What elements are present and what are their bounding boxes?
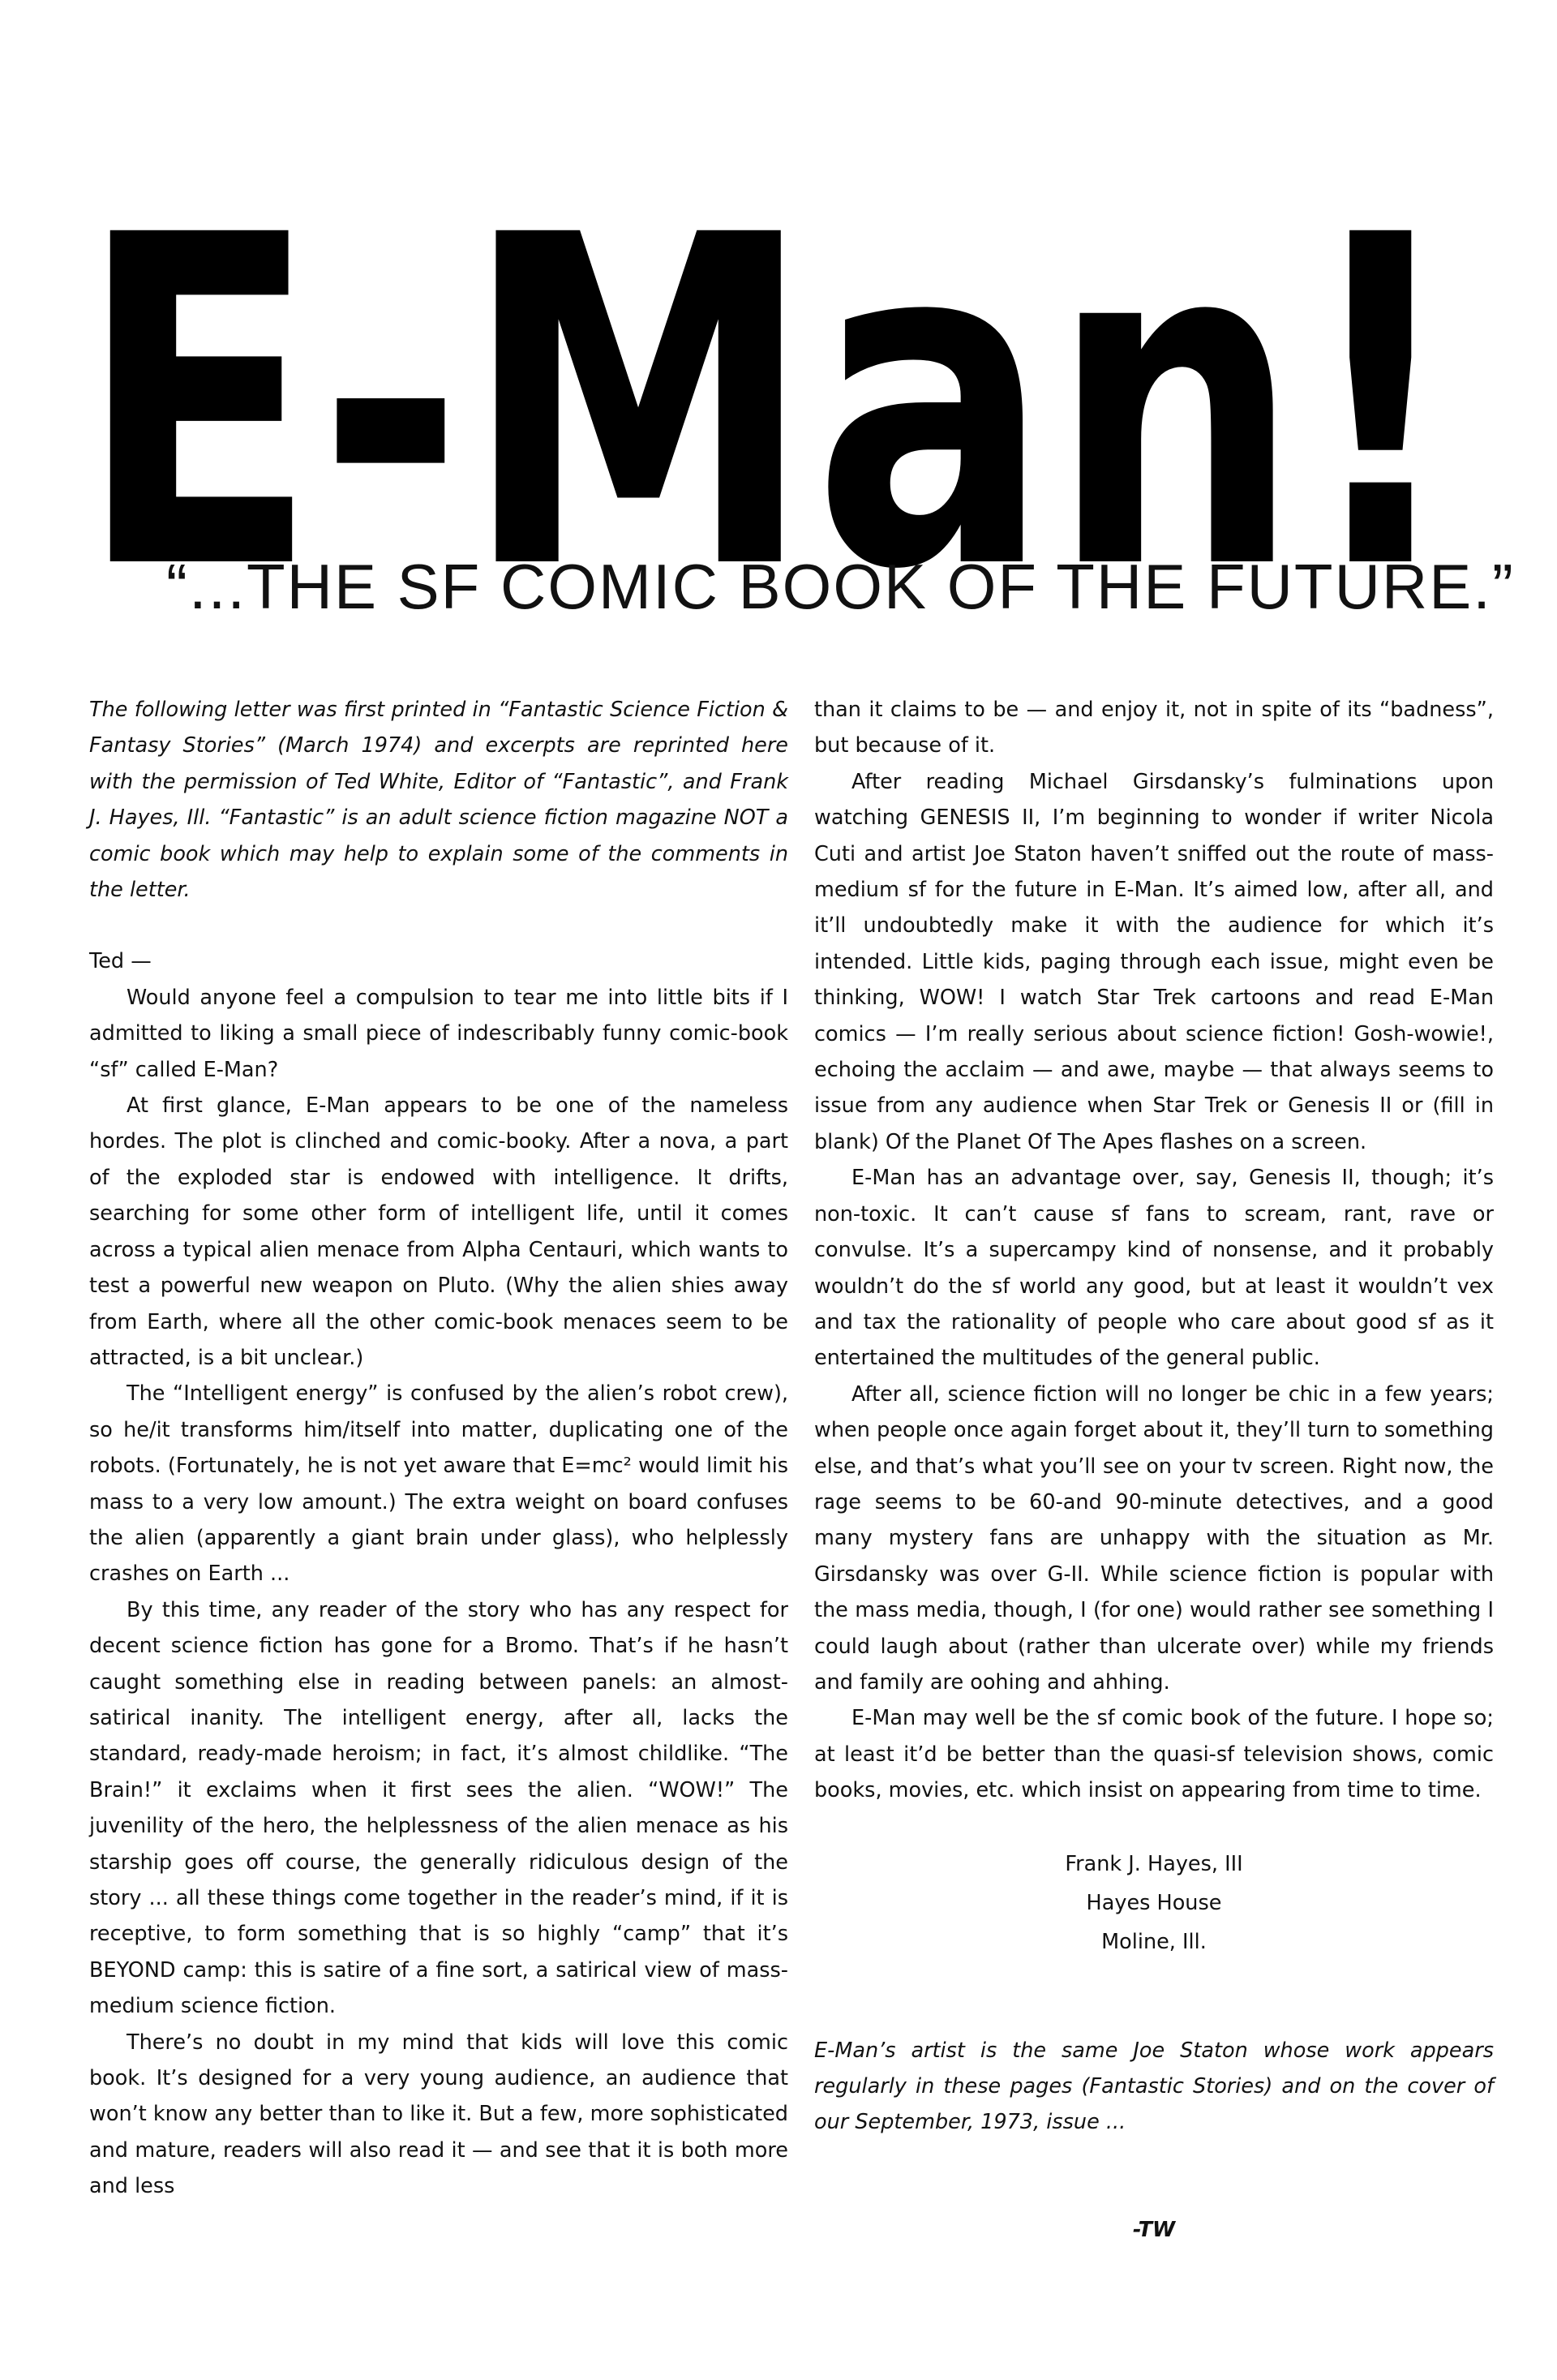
- paragraph: By this time, any reader of the story who has any respect for decent science fiction has gone for a Bromo. That’s if he hasn’t caught something else in reading between panels: an almost-satirical inanity. The intelligent energy, after all, lacks the standard, ready-made heroism; in fact, it’s almost childlike. “The Brain!” it exclaims when it first sees the alien. “WOW!” The juvenility of the hero, the helplessness of the alien menace as his starship goes off course, the generally ridiculous design of the story ... all these things come together in the reader’s mind, if it is receptive, to form something that is so highly “camp” that it’s BEYOND camp: this is satire of a fine sort, a satirical view of mass-medium science fiction.: [89, 1597, 788, 2019]
- signature-name: Frank J. Hayes, III: [1065, 1851, 1243, 1876]
- right-column: [814, 692, 1494, 2248]
- left-column: [89, 692, 788, 2205]
- paragraph: E-Man has an advantage over, say, Genesis II, though; it’s non-toxic. It can’t cause sf fans to scream, rant, rave or convulse. It’s a supercampy kind of nonsense, and it probably wouldn’t do the sf world any good, but at least it wouldn’t vex and tax the rationality of people who care about good sf as it entertained the multitudes of the general public.: [814, 1166, 1494, 1371]
- paragraph: After all, science fiction will no longer be chic in a few years; when people once again forget about it, they’ll turn to something else, and that’s what you’ll see on your tv screen. Right now, the rage seems to be 60-and 90-minute detectives, and a good many mystery fans are unhappy with the situation as Mr. Girsdansky was over G-II. While science fiction is popular with the mass media, though, I (for one) would rather see something I could laugh about (rather than ulcerate over) while my friends and family are oohing and ahhing.: [814, 1381, 1494, 1695]
- paragraph: After reading Michael Girsdansky’s fulminations upon watching GENESIS II, I’m beginning to wonder if writer Nicola Cuti and artist Joe Staton haven’t sniffed out the route of mass-medium sf for the future in E-Man. It’s aimed low, after all, and it’ll undoubtedly make it with the audience for which it’s intended. Little kids, paging through each issue, might even be thinking, WOW! I watch Star Trek cartoons and read E-Man comics — I’m really serious about science fiction! Gosh-wowie!, echoing the acclaim — and awe, maybe — that always seems to issue from any audience when Star Trek or Genesis II or (fill in blank) Of the Planet Of The Apes flashes on a screen.: [814, 769, 1494, 1154]
- editor-initials: -TW: [1132, 2217, 1176, 2242]
- paragraph: At first glance, E-Man appears to be one of the nameless hordes. The plot is clinched and comic-booky. After a nova, a part of the exploded star is endowed with intelligence. It drifts, searching for some other form of intelligent life, until it comes across a typical alien menace from Alpha Centauri, which wants to test a powerful new weapon on Pluto. (Why the alien shies away from Earth, where all the other comic-book menaces seem to be attracted, is a bit unclear.): [89, 1093, 788, 1370]
- signature-line: Hayes House: [1086, 1890, 1222, 1915]
- salutation: Ted —: [89, 949, 152, 974]
- paragraph: There’s no doubt in my mind that kids will love this comic book. It’s designed for a very young audience, an audience that won’t know any better than to like it. But a few, more sophisticated and mature, readers will also read it — and see that it is both more and less: [89, 2030, 788, 2199]
- masthead-title: E-Man!: [78, 170, 1460, 608]
- masthead-tagline: “...THE SF COMIC BOOK OF THE FUTURE.”: [166, 551, 1515, 622]
- signature-block: [814, 1845, 1494, 1961]
- paragraph: The “Intelligent energy” is confused by the alien’s robot crew), so he/it transforms him/itself into matter, duplicating one of the robots. (Fortunately, he is not yet aware that E=mc² would limit his mass to a very low amount.) The extra weight on board confuses the alien (apparently a giant brain under glass), who helplessly crashes on Earth ...: [89, 1381, 788, 1587]
- paragraph: E-Man may well be the sf comic book of the future. I hope so; at least it’d be better than the quasi-sf television shows, comic books, movies, etc. which insist on appearing from time to time.: [814, 1706, 1494, 1803]
- editor-note: E-Man’s artist is the same Joe Staton whose work appears regularly in these pages (Fantastic Stories) and on the cover of our September, 1973, issue ...: [814, 2038, 1494, 2135]
- intro-note: The following letter was first printed in “Fantastic Science Fiction & Fantasy Stories” (March 1974) and excerpts are reprinted here with the permission of Ted White, Editor of “Fantastic”, and Frank J. Hayes, Ill. “Fantastic” is an adult science fiction magazine NOT a comic book which may help to explain some of the comments in the letter.: [89, 698, 788, 903]
- signature-line: Moline, Ill.: [1101, 1929, 1207, 1954]
- paragraph: Would anyone feel a compulsion to tear me into little bits if I admitted to liking a small piece of indescribably funny comic-book “sf” called E-Man?: [89, 985, 788, 1082]
- paragraph-continuation: than it claims to be — and enjoy it, not in spite of its “badness”, but because of it.: [814, 698, 1494, 758]
